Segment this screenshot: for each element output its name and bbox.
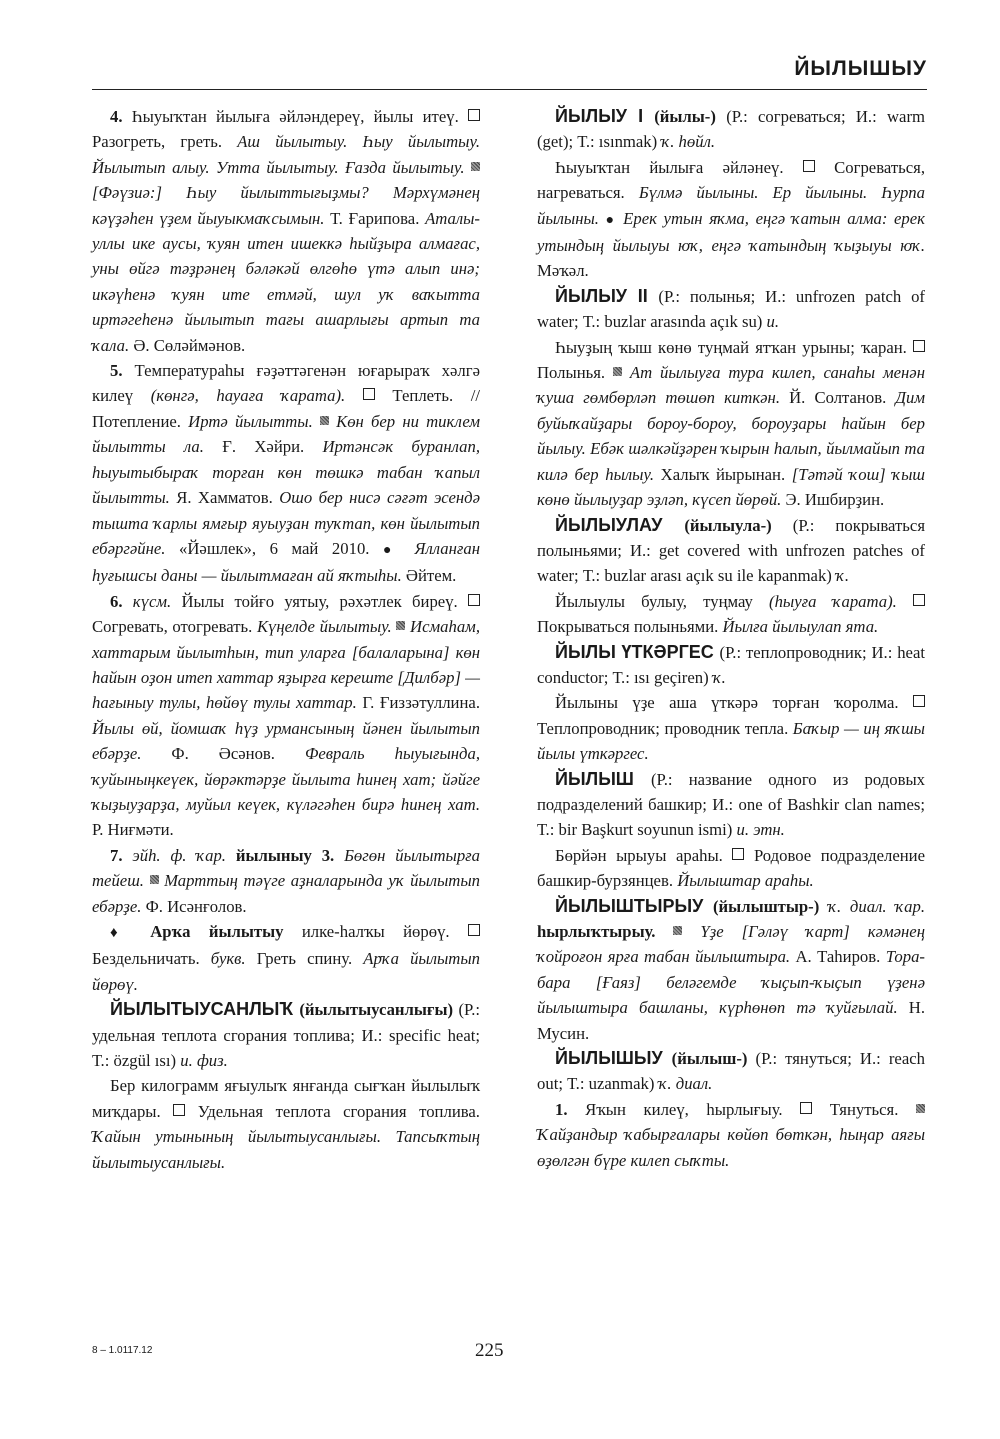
text-run: Күңелде йылытыу. xyxy=(256,617,397,637)
text-run: и. физ. xyxy=(180,1051,228,1071)
text-run: Бүлмә йылыны. Ер йылыны. Һурпа йылыны. xyxy=(537,183,925,228)
example-square-icon xyxy=(471,162,480,171)
translation-box-icon xyxy=(173,1104,185,1116)
text-run: Бөрйән ырыуы араһы. xyxy=(555,845,733,865)
headword: ЙЫЛЫ ҮТКӘРГЕС xyxy=(555,641,720,662)
entry-paragraph xyxy=(92,843,480,919)
text-run: Әйтем. xyxy=(405,566,457,586)
text-run: 6. xyxy=(110,591,133,611)
headword: ЙЫЛЫТЫУСАНЛЫҠ xyxy=(110,999,300,1020)
text-run: 4. xyxy=(110,107,132,126)
text-run: Я. Хамматов. xyxy=(176,488,280,508)
text-run: Арҡа йылытып йөрөү. xyxy=(92,949,480,994)
text-run xyxy=(897,592,913,611)
proverb-bullet-icon: ● xyxy=(605,212,617,228)
text-run: Мәҡәл. xyxy=(537,261,589,281)
text-run: Дим буйыҡайҙары бороу-бороу, бороуҙары һайын бер йылыу. Ебәк шәлкәйҙәрен ҡырын һалып, йылмайып та килә бер һылыу. xyxy=(537,388,925,484)
text-run: Ерек утын яҡма, еңгә ҡатын алма: ерек утындың йылыуы юҡ, еңгә ҡатындың ҡыҙыуы юҡ. xyxy=(537,208,925,256)
text-run: и. этн. xyxy=(736,820,785,840)
text-run: Бөгөн йылытырға тейеш. xyxy=(92,845,481,891)
text-run: Аш йылытыу. Һыу йылытыу. Йылытып алыу. Утта йылытыу. Ғазда йылытыу. xyxy=(92,132,480,177)
text-run: Согревать, отогревать. xyxy=(92,617,257,637)
example-square-icon xyxy=(150,875,159,884)
left-column xyxy=(92,104,480,1175)
entry-paragraph xyxy=(537,513,925,589)
entry-paragraph xyxy=(92,919,480,997)
headword: ЙЫЛЫШТЫРЫУ xyxy=(555,895,713,916)
text-run: Йылыулы булыу, туңмау xyxy=(555,591,770,611)
entry-paragraph xyxy=(92,104,480,358)
translation-box-icon xyxy=(803,160,815,172)
text-run: Родовое подразделение башкир-бурзянцев. xyxy=(537,845,925,891)
translation-box-icon xyxy=(732,848,744,860)
translation-box-icon xyxy=(913,594,925,606)
text-run xyxy=(345,386,363,405)
text-run: Көн бер ни тиклем йылытты ла. xyxy=(92,411,480,457)
text-run: Һыуыҡтан йылыға әйләнеү. xyxy=(555,157,803,177)
text-run: Йылы өй, йомшаҡ һүҙ урмансының йәнен йылытып ебәрҙе. xyxy=(92,718,480,764)
text-run: йылыныу 3. xyxy=(235,845,345,865)
text-run: Ф. Исәнғолов. xyxy=(145,896,247,916)
headword: ЙЫЛЫШЫУ xyxy=(555,1048,672,1069)
entry-paragraph xyxy=(537,335,925,513)
text-run: Согреваться, нагреваться. xyxy=(537,157,925,203)
text-run: Г. Ғиззәтуллина. xyxy=(362,693,480,713)
example-square-icon xyxy=(916,1104,925,1113)
running-header: ЙЫЛЫШЫУ xyxy=(794,57,927,80)
text-run: (көнгә, һауаға ҡарата). xyxy=(150,386,346,406)
text-run: Бездельничать. xyxy=(92,949,211,969)
text-run: илке-һалҡы йөрөү. xyxy=(301,922,468,941)
headword: ЙЫЛЫШ xyxy=(555,768,651,789)
entry-paragraph xyxy=(92,997,480,1073)
proverb-bullet-icon: ● xyxy=(383,542,401,558)
headword: ЙЫЛЫУ I xyxy=(555,106,655,126)
text-run: Ошо бер нисә сәғәт эсендә тышта ҡарлы ямғыр яуыуҙан туҡтап, көн йылытып ебәргәйне. xyxy=(92,488,480,558)
text-run: Марттың тәүге аҙналарында уҡ йылытып ебәрҙе. xyxy=(92,871,481,916)
text-run: (йылыштыр-) xyxy=(713,896,829,916)
text-run: Ә. Сөләймәнов. xyxy=(133,335,246,355)
text-run: (йылытыусанлығы) xyxy=(299,1000,459,1020)
text-run: (Р.: полынья; И.: unfrozen patch of water; Т.: buzlar arasında açık su) xyxy=(537,286,925,332)
text-run: ҡ. диал. ҡар. xyxy=(828,896,925,916)
text-run: (Р.: согреваться; И.: warm (get); Т.: ısınmak) xyxy=(537,107,925,152)
idiom-diamond-icon: ♦ xyxy=(110,925,132,941)
text-run: Аталы-уллы ике аусы, ҡуян итен ишеккә һыйҙыра алмағас, уны өйгә тәҙрәнең бәләкәй өлгөһө үтә алып инә; икәүһенә ҡуян ите етмәй, шул уҡ ваҡытта иртәгеһенә йылытып тағы ашарлығы артып та ҡала. xyxy=(92,208,480,355)
translation-box-icon xyxy=(468,109,480,121)
entry-paragraph xyxy=(537,284,925,335)
text-run: Арҡа йылытыу xyxy=(131,922,302,941)
text-run: 1. xyxy=(555,1099,586,1119)
page-number: 225 xyxy=(475,1340,504,1361)
text-run: 5. xyxy=(110,361,135,381)
example-square-icon xyxy=(613,367,622,376)
text-run: Ғ. Хәйри. xyxy=(222,437,323,457)
text-run: Н. Мусин. xyxy=(537,998,925,1043)
text-run: (йылыш-) xyxy=(671,1049,756,1069)
text-run: (Р.: теплопроводник; И.: heat conductor; Т.: ısı geçiren) xyxy=(537,642,926,687)
text-run: (Р.: удельная теплота сгорания топлива; И.: specific heat; Т.: özgül ısı) xyxy=(92,1000,480,1071)
text-run: Исмаһам, хаттарым йылытһын, тип уларға [балаларына] көн һайын оҙон итеп хаттар яҙырға кереште [Дилбәр] — һағыныу тулы, һөйөү тулы хаттар. xyxy=(92,617,480,713)
translation-box-icon xyxy=(468,924,480,936)
entry-paragraph xyxy=(537,843,925,894)
translation-box-icon xyxy=(913,695,925,707)
text-run: Бер килограмм яғыулыҡ янғанда сығҡан йылылыҡ миҡдары. xyxy=(92,1076,480,1121)
text-run: Ф. Әсәнов. xyxy=(171,744,305,764)
text-run: Иртә йылытты. xyxy=(188,411,320,431)
text-run: [Тәтәй ҡош] ҡыш көнө йылыуҙар эҙләп, күсеп йөрөй. xyxy=(537,464,925,510)
translation-box-icon xyxy=(913,340,925,352)
text-run: Температураһы ғәҙәттәгенән юғарыраҡ хәлгә килеү xyxy=(92,361,480,406)
text-run: күсм. xyxy=(132,591,182,611)
text-run: Греть спину. xyxy=(256,949,364,969)
text-run: (йылыула-) xyxy=(684,515,793,535)
text-run: Ялланған һуғышсы даны — йылытмаған ай яҡтыһы. xyxy=(92,538,480,586)
text-run: Йылыштар араһы. xyxy=(677,871,814,891)
text-run: Ат йылыуға тура килеп, санаһы менән ҡуша гөмбөрләп төшөп киткән. xyxy=(537,363,925,408)
text-run: ҡ. xyxy=(712,667,726,687)
text-run: (Р.: название одного из родовых подразделений башкир; И.: one of Bashkir clan names; Т.: bir Başkurt soyunun ismi) xyxy=(537,769,926,840)
text-run: Тора-бара [Ғаяз] беләгемде ҡыҫып-ҡыҫып үҙенә йылыштыра башланы, күрһөнөп тә ҡуйғылай. xyxy=(537,947,925,1018)
text-run: Теплеть. // Потепление. xyxy=(92,386,480,431)
text-run: (Р.: покрываться полыньями; И.: get covered with unfrozen patches of water; Т.: buzlar arası açık su ile kapanmak) xyxy=(537,515,925,586)
text-run: Февраль һыуығында, ҡуйыныңкеүек, йөрәктәрҙе йылыта һинең хат; йәйге ҡыҙыуҙарҙа, муйыл кеүек, күләгәһен бирә һинең хат. xyxy=(92,744,480,814)
text-run: Т. Ғарипова. xyxy=(330,208,426,228)
text-run: Р. Ниғмәти. xyxy=(92,820,174,840)
text-run: ҡ. диал. xyxy=(658,1074,713,1094)
text-run: эйһ. ф. ҡар. xyxy=(132,845,236,865)
text-run: Йылыны үҙе аша үткәрә торған ҡоролма. xyxy=(555,693,913,713)
text-run: и. xyxy=(766,312,780,332)
text-run: Ҡайҙандыр ҡабырғалары көйөп бөткән, һыңар аяғы өҙөлгән бүре килеп сыҡты. xyxy=(537,1125,925,1170)
text-run: Һыуыҡтан йылыға әйләндереү, йылы итеү. xyxy=(131,107,469,126)
text-run: Разогреть, греть. xyxy=(92,132,238,152)
entry-paragraph xyxy=(537,1097,925,1173)
entry-paragraph xyxy=(92,1073,480,1175)
text-run: Яҡын килеү, һырлығыу. xyxy=(585,1099,801,1119)
translation-box-icon xyxy=(468,594,480,606)
headword: ЙЫЛЫУ II xyxy=(555,285,659,306)
text-run: (Р.: тянуться; И.: reach out; Т.: uzanmak) xyxy=(537,1049,925,1094)
text-run: Тянуться. xyxy=(812,1099,916,1119)
text-run: Ҡайын утынының йылытыусанлығы. Тапсыҡтың йылытыусанлығы. xyxy=(92,1127,480,1172)
text-run: Баҡыр — иң яҡшы йылы үткәргес. xyxy=(537,718,925,764)
text-run: Теплопроводник; проводник тепла. xyxy=(537,718,793,738)
text-run: Халыҡ йырынан. xyxy=(660,464,792,484)
text-run: Иртәнсәк буранлап, һыуытыбыраҡ торған көн төшкә табан ҡапыл йылытты. xyxy=(92,437,480,508)
entry-paragraph xyxy=(537,640,925,691)
text-run: Йылы тойғо уятыу, рәхәтлек биреү. xyxy=(181,591,468,611)
entry-paragraph xyxy=(537,894,925,1046)
translation-box-icon xyxy=(363,388,375,400)
entry-paragraph xyxy=(92,358,480,589)
text-run: (һыуға ҡарата). xyxy=(769,591,897,611)
example-square-icon xyxy=(320,416,329,425)
text-run: Полынья. xyxy=(537,363,613,383)
text-run: Покрываться полыньями. xyxy=(537,617,723,637)
header-rule xyxy=(92,89,927,90)
text-run: 7. xyxy=(110,845,133,865)
text-run: Э. Ишбирҙин. xyxy=(785,490,885,510)
text-run: (йылы-) xyxy=(654,107,727,126)
entry-paragraph xyxy=(537,104,925,155)
text-run: букв. xyxy=(210,949,257,969)
text-run: ҡ. һөйл. xyxy=(661,132,716,152)
entry-paragraph xyxy=(537,690,925,766)
text-run: Үҙе [Гәләү ҡарт] кәмәнең ҡойроғон ярға табан йылыштыра. xyxy=(537,922,925,967)
text-run: Удельная теплота сгорания топлива. xyxy=(185,1101,480,1121)
signature-code: 8 – 1.0117.12 xyxy=(92,1345,153,1356)
translation-box-icon xyxy=(800,1102,812,1114)
text-run: А. Таһиров. xyxy=(795,947,886,967)
entry-paragraph xyxy=(537,589,925,640)
text-run: һырлыҡтырыу. xyxy=(537,922,674,941)
text-run: Й. Солтанов. xyxy=(789,388,896,408)
text-run: Йылға йылыулап ята. xyxy=(722,617,879,637)
right-column xyxy=(537,104,925,1173)
text-run: ҡ. xyxy=(836,566,850,586)
text-run: [Фәүзиә:] Һыу йылыттығыҙмы? Мәрхүмәнең кәүҙәһен үҙем йыуыкмаҡсымын. xyxy=(92,183,480,228)
headword: ЙЫЛЫУЛАУ xyxy=(555,514,685,535)
entry-paragraph xyxy=(92,589,480,843)
entry-paragraph xyxy=(537,767,925,843)
entry-paragraph xyxy=(537,1046,925,1097)
entry-paragraph xyxy=(537,155,925,284)
text-run: «Йәшлек», 6 май 2010. xyxy=(179,538,384,558)
text-run: Һыуҙың ҡыш көнө туңмай ятҡан урыны; ҡаран. xyxy=(555,337,913,357)
